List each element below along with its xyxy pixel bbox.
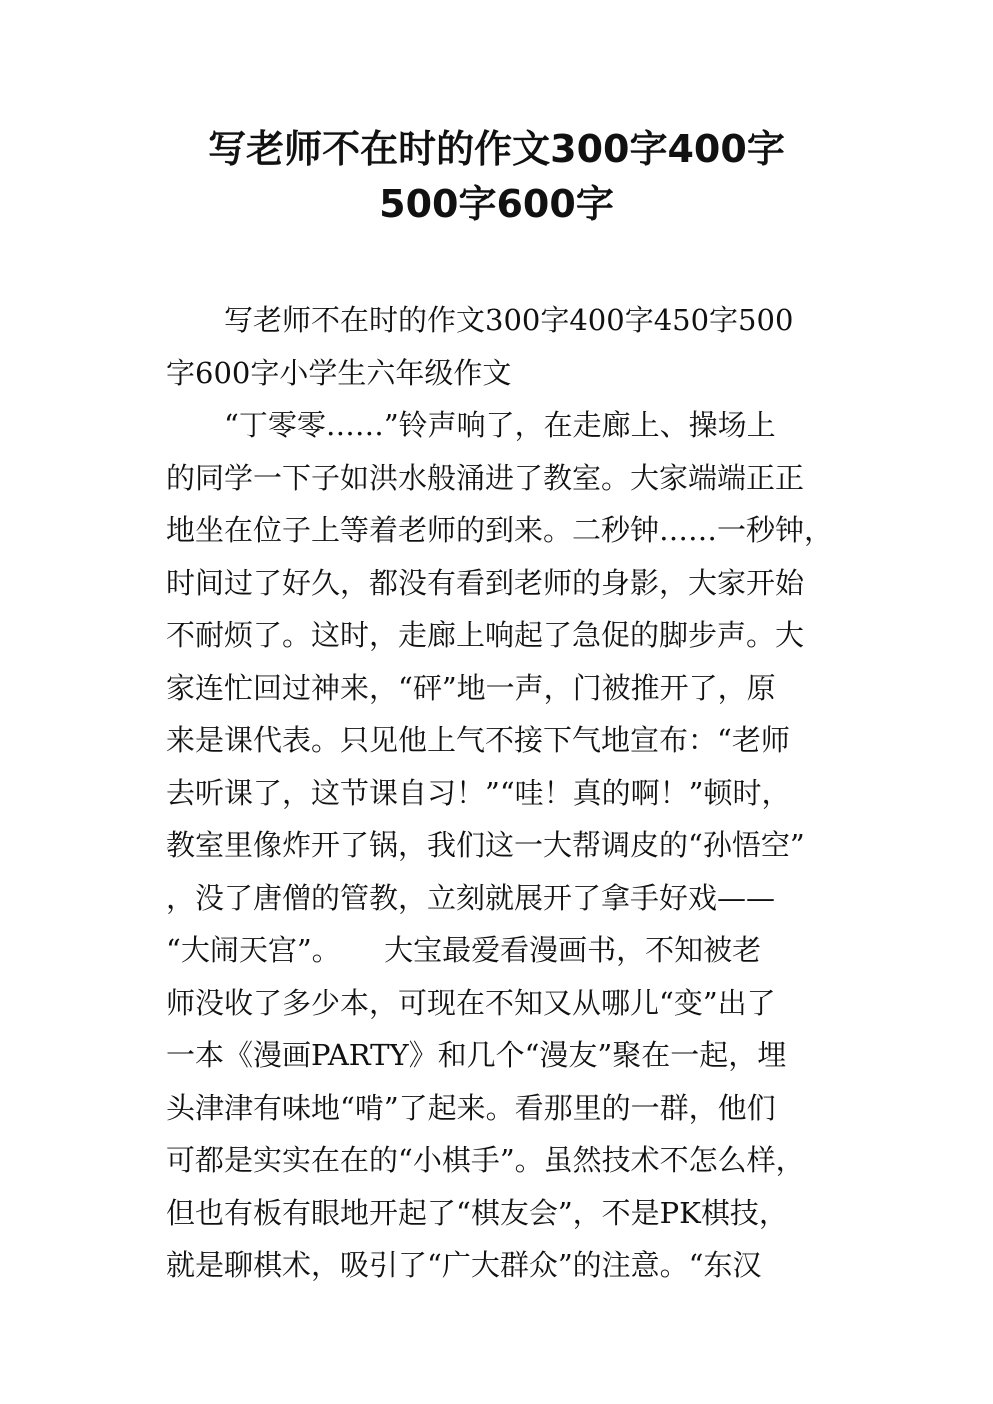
body-line: 教室里像炸开了锅，我们这一大帮调皮的“孙悟空” xyxy=(166,828,805,862)
body-line: 来是课代表。只见他上气不接下气地宣布：“老师 xyxy=(166,723,790,757)
body-line: 可都是实实在在的“小棋手”。虽然技术不怎么样， xyxy=(166,1143,805,1177)
body-line: “丁零零……”铃声响了，在走廊上、操场上 xyxy=(166,408,776,442)
body-line: 就是聊棋术，吸引了“广大群众”的注意。“东汉 xyxy=(166,1248,762,1282)
title-line: 写老师不在时的作文300字400字 xyxy=(208,127,785,171)
body-line: 字600字小学生六年级作文 xyxy=(166,355,512,390)
body-line: 地坐在位子上等着老师的到来。二秒钟……一秒钟， xyxy=(166,513,834,547)
body-line: 一本《漫画PARTY》和几个“漫友”聚在一起，埋 xyxy=(166,1038,787,1072)
body-line: 写老师不在时的作文300字400字450字500 xyxy=(166,303,794,337)
document-body xyxy=(166,294,846,1292)
document-title xyxy=(120,122,873,232)
body-line: “大闹天宫”。 大宝最爱看漫画书，不知被老 xyxy=(166,933,762,967)
body-line: 不耐烦了。这时，走廊上响起了急促的脚步声。大 xyxy=(166,618,805,652)
body-line: 时间过了好久，都没有看到老师的身影，大家开始 xyxy=(166,565,805,600)
body-line: 但也有板有眼地开起了“棋友会”，不是PK棋技， xyxy=(166,1195,788,1230)
body-line: 的同学一下子如洪水般涌进了教室。大家端端正正 xyxy=(166,460,805,495)
title-line: 500字600字 xyxy=(379,182,614,226)
body-line: 去听课了，这节课自习！”“哇！真的啊！”顿时， xyxy=(166,775,791,810)
body-line: 家连忙回过神来，“砰”地一声，门被推开了，原 xyxy=(166,670,776,705)
body-line: 头津津有味地“啃”了起来。看那里的一群，他们 xyxy=(166,1090,776,1125)
body-line: 师没收了多少本，可现在不知又从哪儿“变”出了 xyxy=(166,985,776,1020)
body-line: ，没了唐僧的管教，立刻就展开了拿手好戏—— xyxy=(166,880,776,915)
